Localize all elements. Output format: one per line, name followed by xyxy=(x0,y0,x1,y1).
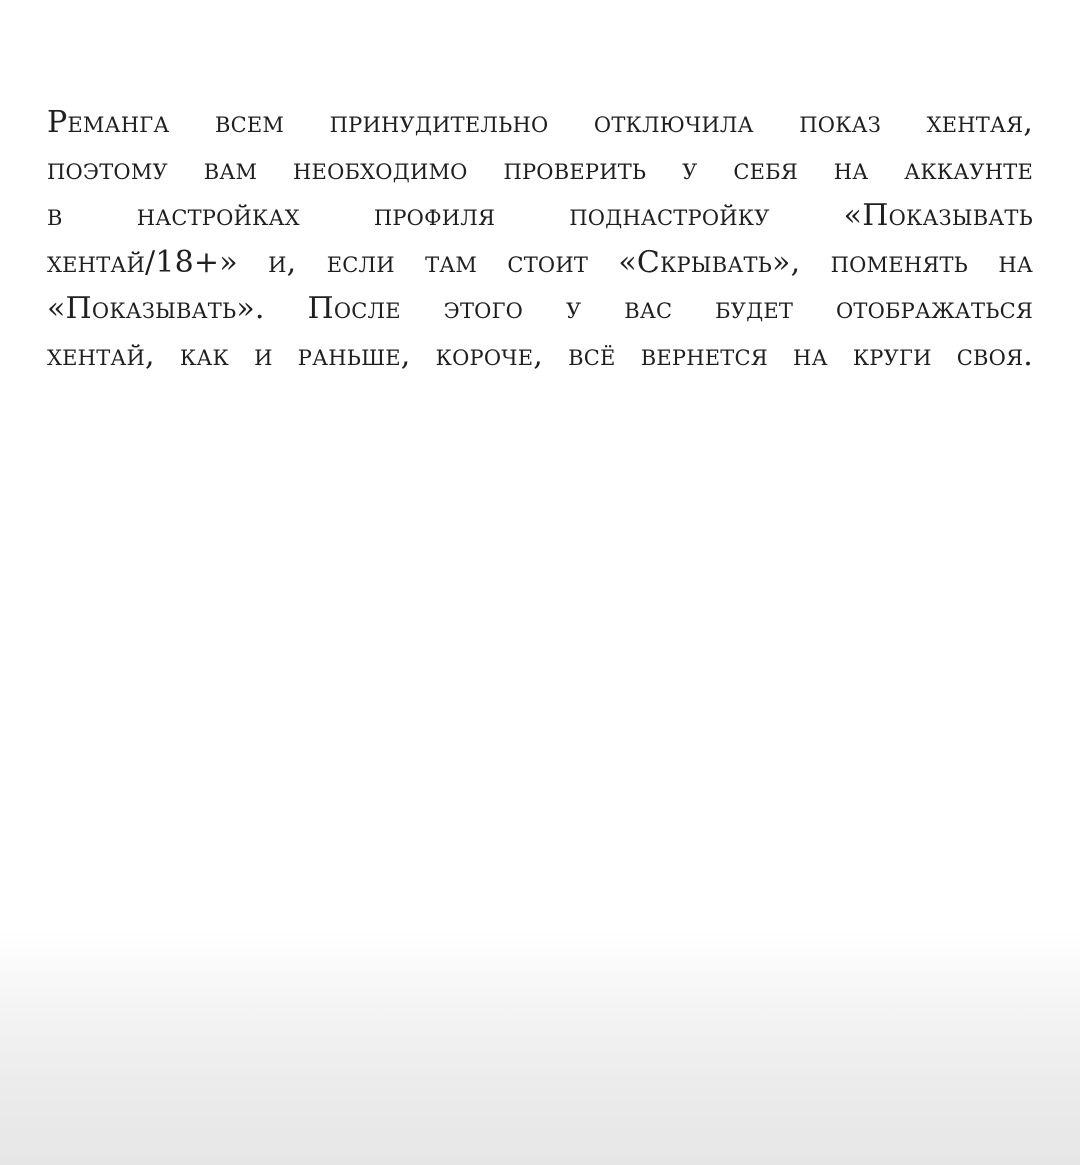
announcement-line-5: «Показывать». После этого у вас будет отображаться xyxy=(47,291,1033,326)
announcement-line-4: хентай/18+» и, если там стоит «Скрывать», поменять на xyxy=(47,244,1033,280)
announcement-line-6: хентай, как и раньше, короче, всё вернется на круги своя. xyxy=(47,337,1033,373)
announcement-line-1: Реманга всем принудительно отключила показ хентая, xyxy=(47,105,1033,140)
announcement-line-3: в настройках профиля поднастройку «Показывать xyxy=(47,198,1033,233)
announcement-text xyxy=(47,100,1033,379)
announcement-line-2: поэтому вам необходимо проверить у себя на аккаунте xyxy=(47,151,1033,187)
